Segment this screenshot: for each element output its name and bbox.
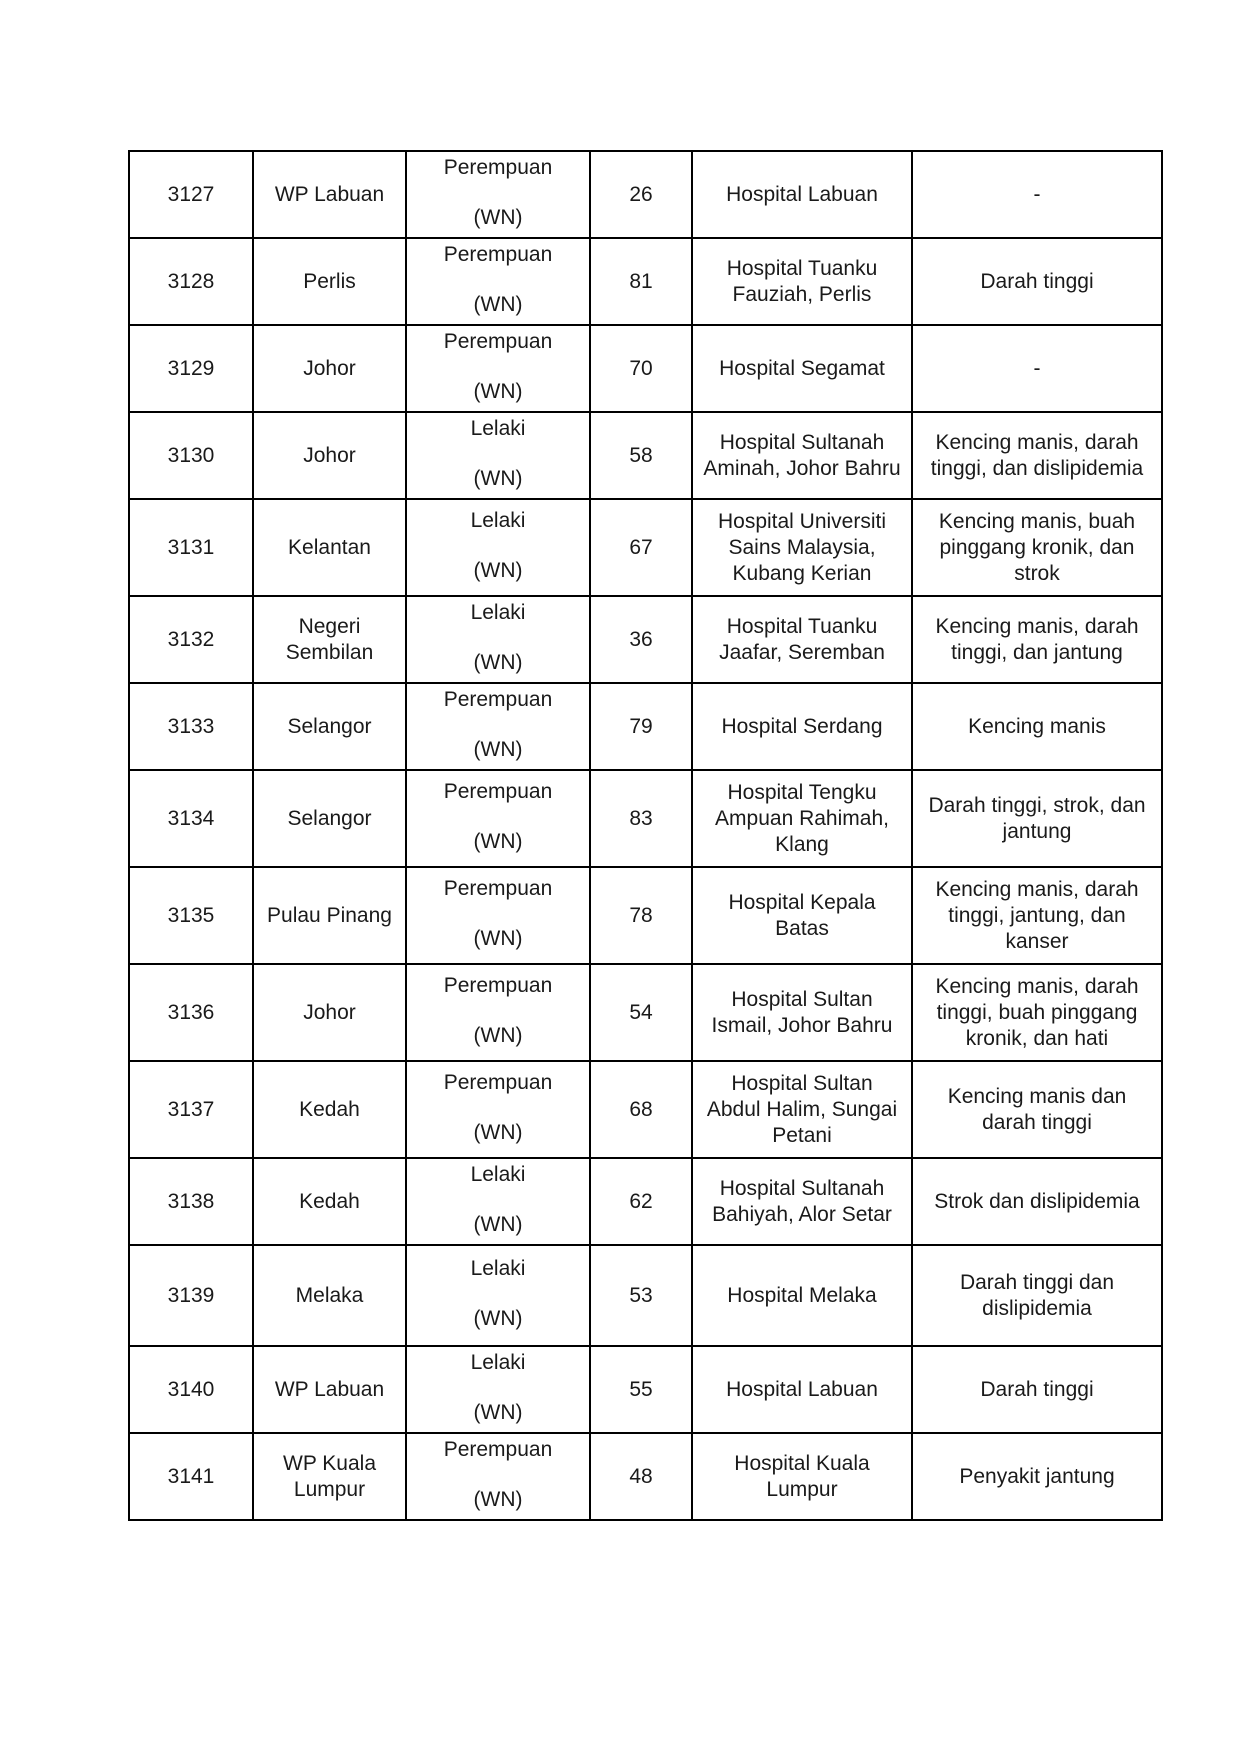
- gender-label: Lelaki: [470, 416, 526, 440]
- conditions-cell: Kencing manis, darah tinggi, dan jantung: [912, 596, 1162, 683]
- hospital-cell: Hospital Universiti Sains Malaysia, Kubang Kerian: [692, 499, 912, 596]
- case-number-cell: 3134: [129, 770, 253, 867]
- state-cell: WP Labuan: [253, 1346, 406, 1433]
- gender-cell: [406, 770, 590, 867]
- hospital-cell: Hospital Labuan: [692, 1346, 912, 1433]
- gender-stack: [417, 329, 579, 405]
- gender-stack: [417, 242, 579, 318]
- state-cell: Selangor: [253, 770, 406, 867]
- hospital-cell: Hospital Kuala Lumpur: [692, 1433, 912, 1520]
- gender-stack: [417, 1070, 579, 1146]
- gender-label: Perempuan: [443, 329, 553, 353]
- case-number-cell: 3129: [129, 325, 253, 412]
- case-number-cell: 3127: [129, 151, 253, 238]
- conditions-cell: Darah tinggi dan dislipidemia: [912, 1245, 1162, 1346]
- conditions-cell: Kencing manis, buah pinggang kronik, dan strok: [912, 499, 1162, 596]
- gender-label: Perempuan: [443, 687, 553, 711]
- age-cell: 70: [590, 325, 692, 412]
- gender-cell: [406, 1061, 590, 1158]
- gender-stack: [417, 973, 579, 1049]
- gender-cell: [406, 1245, 590, 1346]
- conditions-cell: Darah tinggi, strok, dan jantung: [912, 770, 1162, 867]
- state-cell: WP Kuala Lumpur: [253, 1433, 406, 1520]
- conditions-cell: Kencing manis, darah tinggi, buah pinggang kronik, dan hati: [912, 964, 1162, 1061]
- citizenship-label: (WN): [473, 379, 523, 403]
- state-cell: Negeri Sembilan: [253, 596, 406, 683]
- citizenship-label: (WN): [473, 1120, 523, 1144]
- conditions-cell: Kencing manis: [912, 683, 1162, 770]
- gender-stack: [417, 1437, 579, 1513]
- age-cell: 58: [590, 412, 692, 499]
- hospital-cell: Hospital Melaka: [692, 1245, 912, 1346]
- table-row: [129, 1433, 1162, 1520]
- gender-cell: [406, 325, 590, 412]
- gender-stack: [417, 779, 579, 855]
- table-row: [129, 867, 1162, 964]
- gender-stack: [417, 416, 579, 492]
- age-cell: 79: [590, 683, 692, 770]
- state-cell: Johor: [253, 412, 406, 499]
- age-cell: 26: [590, 151, 692, 238]
- state-cell: Kedah: [253, 1158, 406, 1245]
- citizenship-label: (WN): [473, 292, 523, 316]
- state-cell: Selangor: [253, 683, 406, 770]
- state-cell: Melaka: [253, 1245, 406, 1346]
- state-cell: Kelantan: [253, 499, 406, 596]
- gender-cell: [406, 867, 590, 964]
- case-number-cell: 3131: [129, 499, 253, 596]
- table-row: [129, 412, 1162, 499]
- case-number-cell: 3140: [129, 1346, 253, 1433]
- case-number-cell: 3130: [129, 412, 253, 499]
- gender-cell: [406, 1433, 590, 1520]
- table-body: [129, 151, 1162, 1520]
- conditions-cell: Strok dan dislipidemia: [912, 1158, 1162, 1245]
- gender-label: Perempuan: [443, 973, 553, 997]
- age-cell: 53: [590, 1245, 692, 1346]
- age-cell: 78: [590, 867, 692, 964]
- table-row: [129, 770, 1162, 867]
- conditions-cell: Darah tinggi: [912, 238, 1162, 325]
- state-cell: Johor: [253, 964, 406, 1061]
- hospital-cell: Hospital Sultan Abdul Halim, Sungai Petani: [692, 1061, 912, 1158]
- table-row: [129, 683, 1162, 770]
- case-number-cell: 3136: [129, 964, 253, 1061]
- gender-cell: [406, 1158, 590, 1245]
- gender-cell: [406, 964, 590, 1061]
- gender-cell: [406, 683, 590, 770]
- age-cell: 81: [590, 238, 692, 325]
- age-cell: 55: [590, 1346, 692, 1433]
- citizenship-label: (WN): [473, 1487, 523, 1511]
- gender-cell: [406, 596, 590, 683]
- conditions-cell: Kencing manis, darah tinggi, jantung, dan kanser: [912, 867, 1162, 964]
- gender-stack: [417, 600, 579, 676]
- table-row: [129, 1061, 1162, 1158]
- conditions-cell: Darah tinggi: [912, 1346, 1162, 1433]
- gender-label: Lelaki: [470, 1350, 526, 1374]
- hospital-cell: Hospital Segamat: [692, 325, 912, 412]
- gender-label: Perempuan: [443, 876, 553, 900]
- table-row: [129, 964, 1162, 1061]
- gender-label: Perempuan: [443, 242, 553, 266]
- citizenship-label: (WN): [473, 1400, 523, 1424]
- conditions-cell: Penyakit jantung: [912, 1433, 1162, 1520]
- hospital-cell: Hospital Tuanku Jaafar, Seremban: [692, 596, 912, 683]
- case-number-cell: 3135: [129, 867, 253, 964]
- gender-cell: [406, 238, 590, 325]
- citizenship-label: (WN): [473, 1306, 523, 1330]
- case-number-cell: 3141: [129, 1433, 253, 1520]
- hospital-cell: Hospital Sultanah Bahiyah, Alor Setar: [692, 1158, 912, 1245]
- conditions-cell: Kencing manis, darah tinggi, dan dislipidemia: [912, 412, 1162, 499]
- citizenship-label: (WN): [473, 205, 523, 229]
- gender-label: Lelaki: [470, 1162, 526, 1186]
- gender-cell: [406, 412, 590, 499]
- gender-stack: [417, 1162, 579, 1238]
- citizenship-label: (WN): [473, 466, 523, 490]
- hospital-cell: Hospital Kepala Batas: [692, 867, 912, 964]
- table-row: [129, 1158, 1162, 1245]
- citizenship-label: (WN): [473, 926, 523, 950]
- hospital-cell: Hospital Sultan Ismail, Johor Bahru: [692, 964, 912, 1061]
- state-cell: Johor: [253, 325, 406, 412]
- table-row: [129, 151, 1162, 238]
- table-row: [129, 1245, 1162, 1346]
- citizenship-label: (WN): [473, 650, 523, 674]
- citizenship-label: (WN): [473, 737, 523, 761]
- state-cell: Pulau Pinang: [253, 867, 406, 964]
- gender-stack: [417, 687, 579, 763]
- gender-label: Lelaki: [470, 600, 526, 624]
- citizenship-label: (WN): [473, 558, 523, 582]
- conditions-cell: -: [912, 151, 1162, 238]
- gender-label: Lelaki: [470, 1256, 526, 1280]
- case-number-cell: 3139: [129, 1245, 253, 1346]
- conditions-cell: Kencing manis dan darah tinggi: [912, 1061, 1162, 1158]
- table-row: [129, 499, 1162, 596]
- table-row: [129, 238, 1162, 325]
- case-number-cell: 3132: [129, 596, 253, 683]
- gender-label: Perempuan: [443, 1437, 553, 1461]
- table-row: [129, 1346, 1162, 1433]
- gender-cell: [406, 499, 590, 596]
- gender-stack: [417, 876, 579, 952]
- conditions-cell: -: [912, 325, 1162, 412]
- death-cases-table: [128, 150, 1163, 1521]
- case-number-cell: 3133: [129, 683, 253, 770]
- hospital-cell: Hospital Labuan: [692, 151, 912, 238]
- age-cell: 54: [590, 964, 692, 1061]
- citizenship-label: (WN): [473, 1212, 523, 1236]
- citizenship-label: (WN): [473, 829, 523, 853]
- case-number-cell: 3137: [129, 1061, 253, 1158]
- age-cell: 83: [590, 770, 692, 867]
- age-cell: 67: [590, 499, 692, 596]
- age-cell: 48: [590, 1433, 692, 1520]
- gender-stack: [417, 1256, 579, 1332]
- gender-stack: [417, 508, 579, 584]
- gender-label: Perempuan: [443, 155, 553, 179]
- gender-stack: [417, 1350, 579, 1426]
- hospital-cell: Hospital Tuanku Fauziah, Perlis: [692, 238, 912, 325]
- gender-cell: [406, 1346, 590, 1433]
- hospital-cell: Hospital Tengku Ampuan Rahimah, Klang: [692, 770, 912, 867]
- gender-cell: [406, 151, 590, 238]
- state-cell: WP Labuan: [253, 151, 406, 238]
- hospital-cell: Hospital Sultanah Aminah, Johor Bahru: [692, 412, 912, 499]
- gender-stack: [417, 155, 579, 231]
- state-cell: Perlis: [253, 238, 406, 325]
- age-cell: 62: [590, 1158, 692, 1245]
- hospital-cell: Hospital Serdang: [692, 683, 912, 770]
- state-cell: Kedah: [253, 1061, 406, 1158]
- table-row: [129, 325, 1162, 412]
- case-number-cell: 3128: [129, 238, 253, 325]
- age-cell: 68: [590, 1061, 692, 1158]
- citizenship-label: (WN): [473, 1023, 523, 1047]
- gender-label: Perempuan: [443, 779, 553, 803]
- gender-label: Lelaki: [470, 508, 526, 532]
- gender-label: Perempuan: [443, 1070, 553, 1094]
- age-cell: 36: [590, 596, 692, 683]
- case-number-cell: 3138: [129, 1158, 253, 1245]
- table-row: [129, 596, 1162, 683]
